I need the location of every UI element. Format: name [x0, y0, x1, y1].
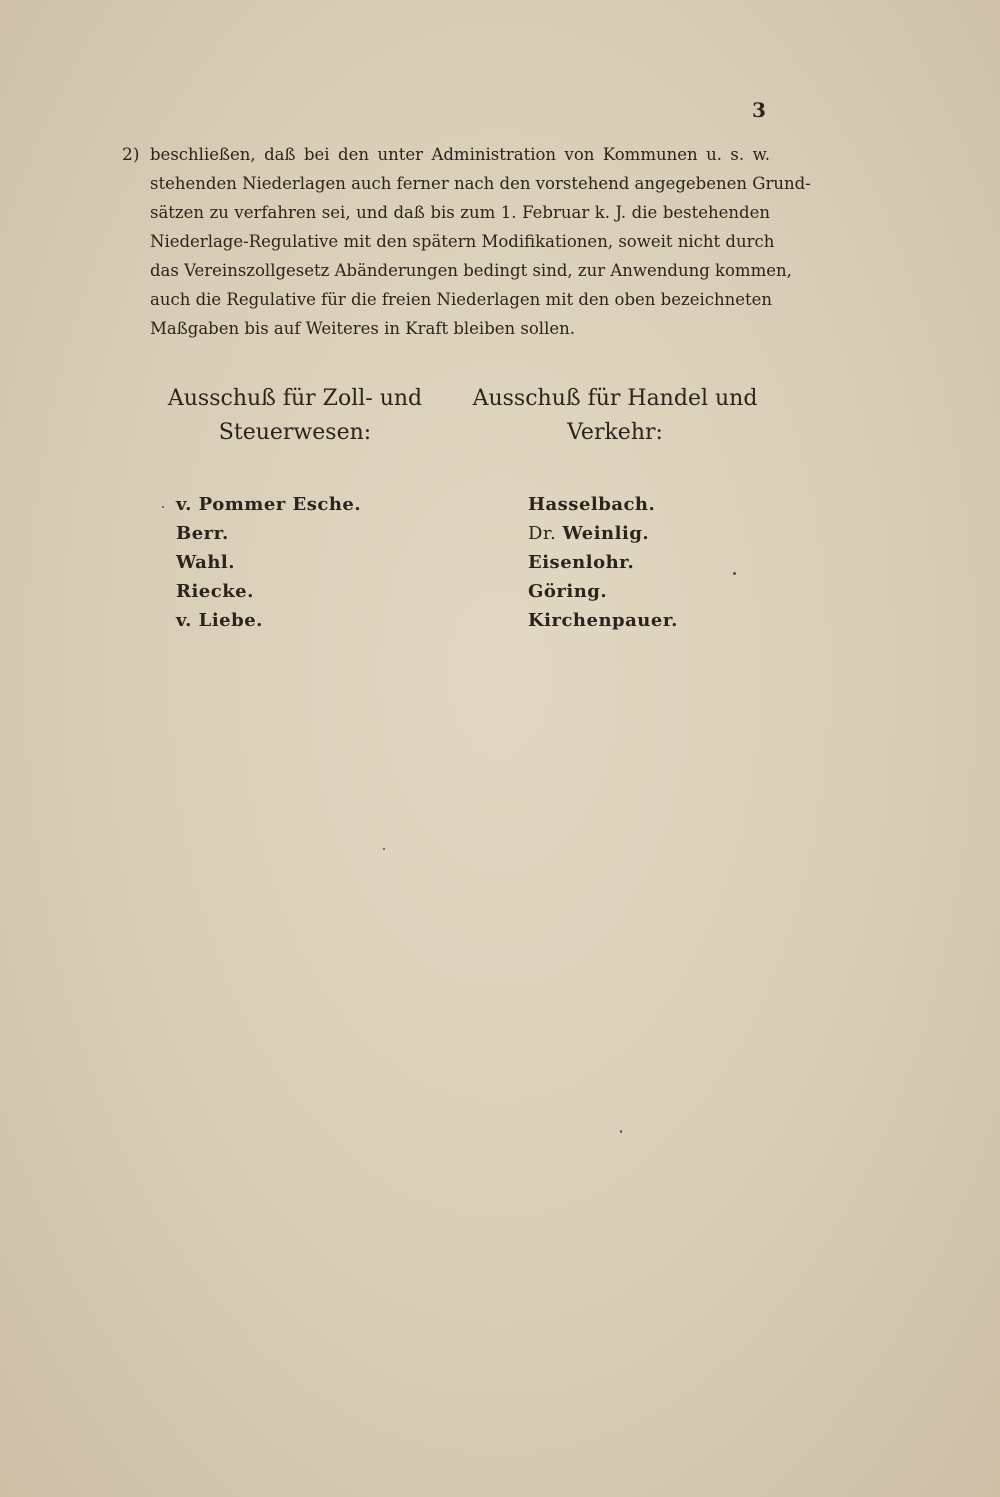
member-title: Dr.: [528, 523, 563, 544]
member-name: Weinlig.: [562, 523, 650, 544]
member-name: Wahl.: [176, 552, 236, 573]
paragraph-line: Niederlage-Regulative mit den spätern Modifikationen, soweit nicht durch: [150, 232, 775, 251]
member-name: v. Pommer Esche.: [176, 494, 362, 515]
paragraph-marker: 2): [122, 145, 140, 165]
paragraph-line: sätzen zu verfahren sei, und daß bis zum 1. Februar k. J. die bestehenden: [150, 203, 770, 222]
committee-heading-line: Steuerwesen:: [218, 420, 372, 445]
committee-customs-taxes: [150, 382, 440, 635]
member-name: v. Liebe.: [176, 610, 263, 631]
member-name: Riecke.: [176, 581, 254, 602]
committee-trade-transport: [470, 382, 760, 635]
member-list: [150, 490, 440, 635]
committee-heading-line: Verkehr:: [567, 420, 663, 445]
paper-speck: [620, 1130, 622, 1133]
paragraph-line: das Vereinszollgesetz Abänderungen bedingt sind, zur Anwendung kommen,: [150, 261, 792, 280]
paragraph-line: auch die Regulative für die freien Niederlagen mit den oben bezeichneten: [150, 290, 773, 309]
paragraph-line: beschließen, daß bei den unter Administration von Kommunen u. s. w.: [150, 145, 770, 164]
paragraph-line: Maßgaben bis auf Weiteres in Kraft bleiben sollen.: [150, 319, 575, 338]
member-list: [470, 490, 760, 635]
page-number: 3: [752, 98, 766, 122]
member-name: Göring.: [528, 581, 608, 602]
member-name: Berr.: [176, 523, 229, 544]
member-entry: [528, 519, 760, 548]
member-name: Eisenlohr.: [528, 552, 635, 573]
committee-heading-line: Ausschuß für Zoll- und: [167, 386, 423, 411]
paragraph-line: stehenden Niederlagen auch ferner nach den vorstehend angegebenen Grund-: [150, 174, 811, 193]
committee-heading-line: Ausschuß für Handel und: [472, 386, 758, 411]
member-name: Kirchenpauer.: [528, 610, 678, 631]
paper-speck: [733, 572, 736, 575]
committee-heading: [470, 382, 760, 450]
paper-speck: [162, 506, 164, 508]
committee-heading: [150, 382, 440, 450]
member-name: Hasselbach.: [528, 494, 656, 515]
paper-speck: [383, 848, 385, 850]
resolution-paragraph: [150, 140, 811, 343]
